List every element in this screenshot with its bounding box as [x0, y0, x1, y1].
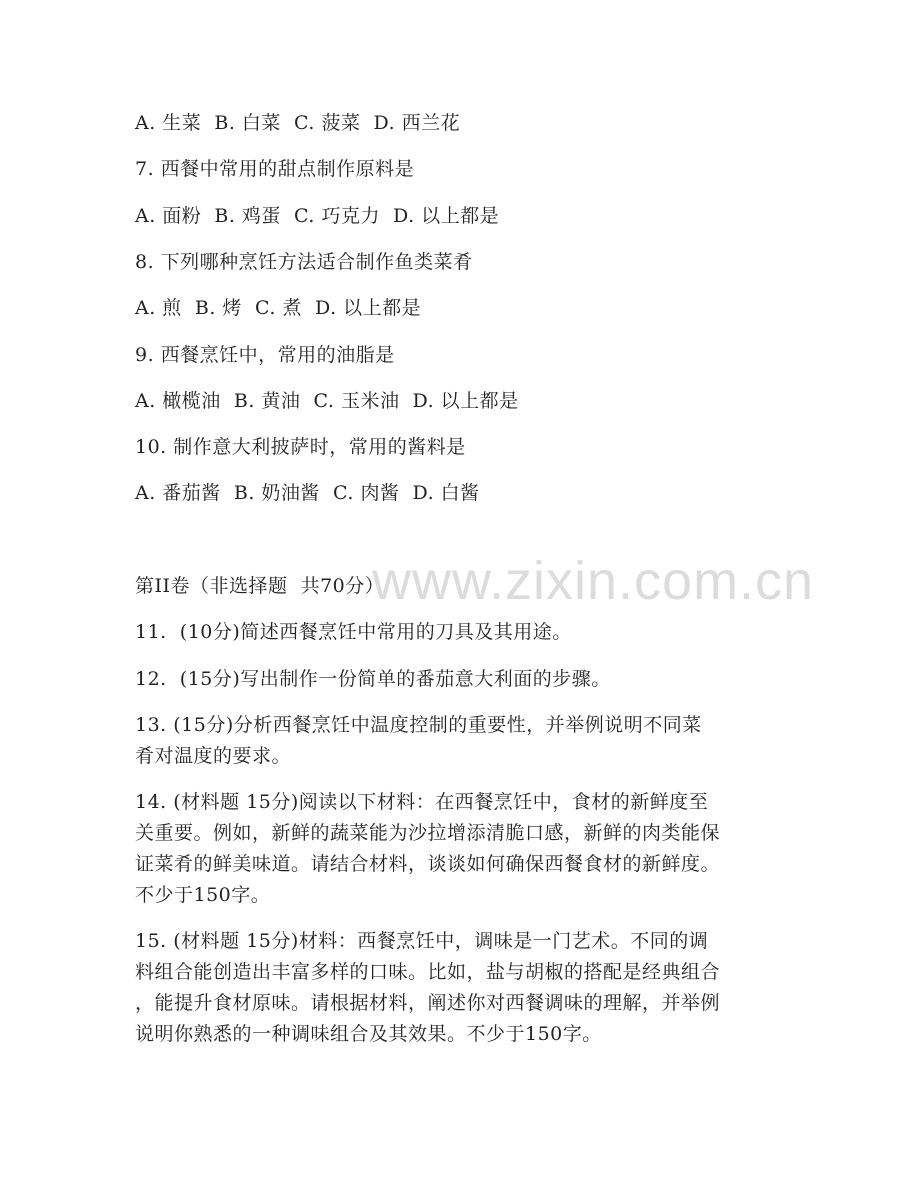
q14-question: 14. (材料题 15分)阅读以下材料：在西餐烹饪中，食材的新鲜度至 关重要。例如，新鲜的蔬菜能为沙拉增添清脆口感，新鲜的肉类能保 证菜肴的鲜美味道。请结合材料，谈谈如何确保西餐食材的新鲜度。 不少于150字。 — [135, 791, 721, 906]
section-2-heading: 第II卷（非选择题 共70分） — [135, 575, 385, 597]
q15-question: 15. (材料题 15分)材料：西餐烹饪中，调味是一门艺术。不同的调 料组合能创造出丰富多样的口味。比如，盐与胡椒的搭配是经典组合 ，能提升食材原味。请根据材料，阐述你对西餐调味的理解，并举例 说明你熟悉的一种调味组合及其效果。不少于150字。 — [135, 930, 721, 1045]
watermark: www.zixin.com.cn — [372, 551, 815, 611]
q8-options: A. 煎 B. 烤 C. 煮 D. 以上都是 — [135, 297, 422, 319]
q10-question: 10. 制作意大利披萨时，常用的酱料是 — [135, 436, 466, 458]
q6-options: A. 生菜 B. 白菜 C. 菠菜 D. 西兰花 — [135, 112, 461, 134]
q7-question: 7. 西餐中常用的甜点制作原料是 — [135, 158, 415, 180]
q8-question: 8. 下列哪种烹饪方法适合制作鱼类菜肴 — [135, 251, 473, 273]
q12-question: 12. (15分)写出制作一份简单的番茄意大利面的步骤。 — [135, 668, 611, 690]
q11-question: 11. (10分)简述西餐烹饪中常用的刀具及其用途。 — [135, 621, 572, 643]
q10-options: A. 番茄酱 B. 奶油酱 C. 肉酱 D. 白酱 — [135, 482, 480, 504]
q13-question: 13. (15分)分析西餐烹饪中温度控制的重要性，并举例说明不同菜 肴对温度的要求。 — [135, 714, 702, 767]
q9-question: 9. 西餐烹饪中，常用的油脂是 — [135, 344, 395, 366]
q7-options: A. 面粉 B. 鸡蛋 C. 巧克力 D. 以上都是 — [135, 205, 500, 227]
q9-options: A. 橄榄油 B. 黄油 C. 玉米油 D. 以上都是 — [135, 390, 519, 412]
